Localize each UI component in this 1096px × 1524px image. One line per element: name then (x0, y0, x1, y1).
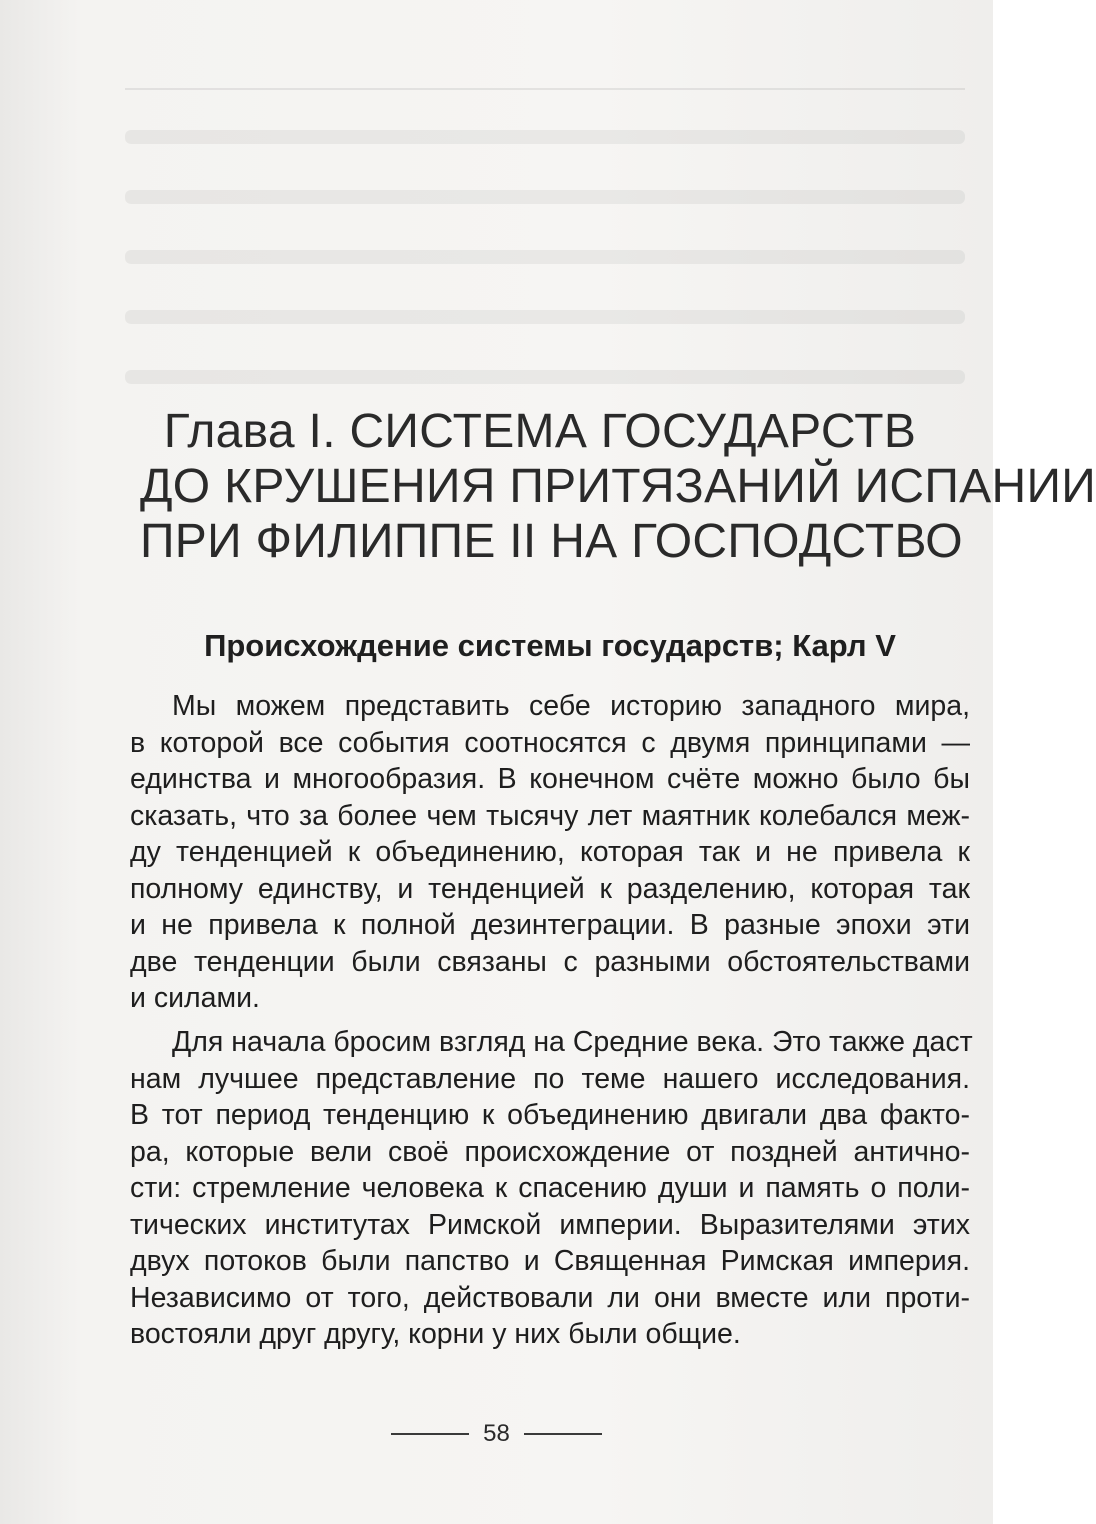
text-line: Для начала бросим взгляд на Средние века. Это также даст (172, 1026, 973, 1058)
bleed-through-line (125, 190, 965, 204)
chapter-title-line: ДО КРУШЕНИЯ ПРИТЯЗАНИЙ ИСПАНИИ (140, 460, 1096, 513)
footer-rule-right (524, 1433, 602, 1435)
footer-rule-left (391, 1433, 469, 1435)
page-number: 58 (483, 1420, 510, 1447)
page-footer (0, 1416, 993, 1452)
chapter-title-line: ПРИ ФИЛИППЕ II НА ГОСПОДСТВО (140, 515, 963, 568)
paragraph-1 (130, 688, 970, 1017)
text-line: полному единству, и тенденцией к разделению, которая так (130, 872, 970, 905)
text-line: востояли друг другу, корни у них были общие. (130, 1318, 741, 1350)
text-line: в которой все события соотносятся с двумя принципами — (130, 726, 970, 759)
text-line: двух потоков были папство и Священная Римская империя. (130, 1245, 970, 1277)
bleed-through-line (125, 310, 965, 324)
text-line: сказать, что за более чем тысячу лет маятник колебался меж- (130, 799, 970, 832)
bleed-through-rule (125, 88, 965, 90)
text-line: две тенденции были связаны с разными обстоятельствами (130, 945, 970, 978)
chapter-title-line: Глава I. СИСТЕМА ГОСУДАРСТВ (163, 405, 917, 458)
text-line: сти: стремление человека к спасению души и память о поли- (130, 1172, 970, 1204)
text-line: нам лучшее представление по теме нашего исследования. (130, 1062, 970, 1095)
text-line: Мы можем представить себе историю западного мира, (172, 690, 970, 722)
text-line: и не привела к полной дезинтеграции. В разные эпохи эти (130, 909, 970, 941)
text-line: В тот период тенденцию к объединению двигали два факто- (130, 1099, 970, 1131)
section-heading: Происхождение системы государств; Карл V (204, 628, 896, 663)
text-line: единства и многообразия. В конечном счёте можно было бы (130, 763, 970, 795)
text-line: ра, которые вели своё происхождение от поздней антично- (130, 1135, 970, 1168)
chapter-title (140, 404, 1096, 569)
paragraph-2 (130, 1024, 973, 1353)
text-line: Независимо от того, действовали ли они вместе или проти- (130, 1281, 970, 1314)
bleed-through-line (125, 130, 965, 144)
bleed-through-line (125, 250, 965, 264)
text-line: и силами. (130, 982, 260, 1014)
text-line: тических институтах Римской империи. Выразителями этих (130, 1208, 970, 1241)
bleed-through-line (125, 370, 965, 384)
text-line: ду тенденцией к объединению, которая так и не привела к (130, 836, 970, 868)
